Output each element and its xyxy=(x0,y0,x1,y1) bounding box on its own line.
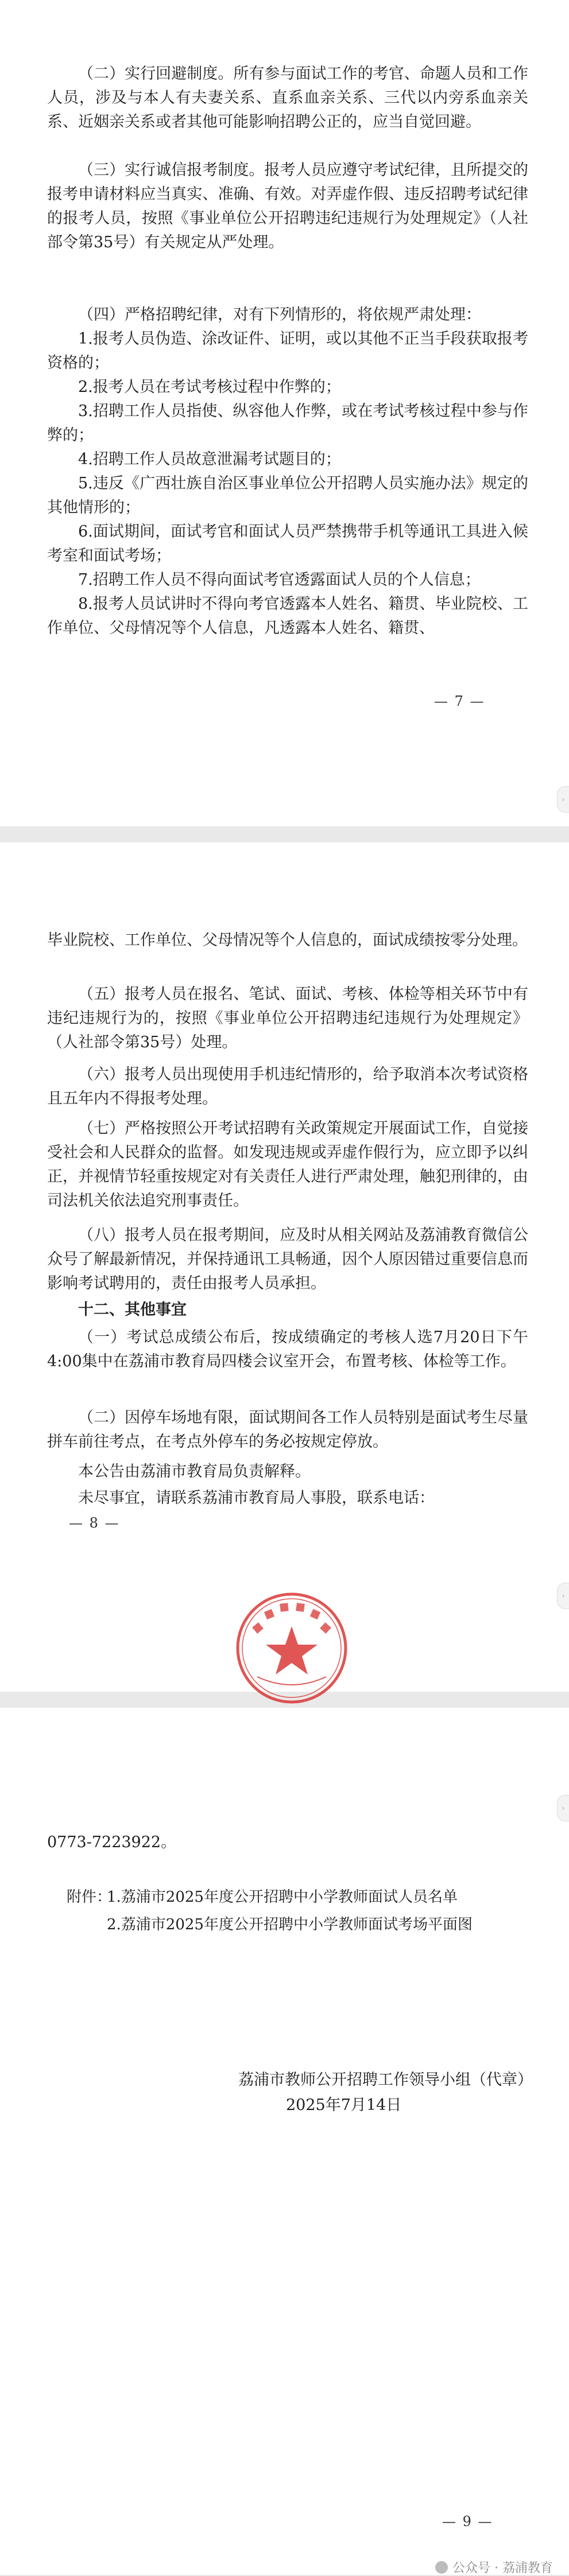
side-scroll-tab[interactable]: › xyxy=(557,786,569,813)
sign-date: 2025年7月14日 xyxy=(286,2096,402,2114)
watermark-text: 公众号 · 荔浦教育 xyxy=(452,2561,553,2575)
paragraph-supervision: （七）严格按照公开考试招聘有关政策规定开展面试工作，自觉接受社会和人民群众的监督。如发现违规或弄虚作假行为，应立即予以纠正，并视情节轻重按规定对有关责任人进行严肃处理，触犯刑律的，由司法机关依法追究刑事责任。 xyxy=(47,1120,528,1210)
paragraph-interpretation: 本公告由荔浦市教育局负责解释。 xyxy=(78,1463,311,1481)
attachment-label: 附件： xyxy=(67,1889,112,1906)
account-watermark xyxy=(435,2558,553,2576)
section-heading-other: 十二、其他事宜 xyxy=(78,1301,187,1319)
document-page-8 xyxy=(0,842,569,1692)
paragraph-discipline: （四）严格招聘纪律，对有下列情形的，将依规严肃处理： xyxy=(78,306,481,324)
paragraph-phone-violation: （六）报考人员出现使用手机违纪情形的，给予取消本次考试资格且五年内不得报考处理。 xyxy=(47,1066,528,1108)
attachment-item-2: 2.荔浦市2025年度公开招聘中小学教师面试考场平面图 xyxy=(107,1916,473,1933)
page-number-8: — 8 — xyxy=(69,1515,120,1531)
document-page-7 xyxy=(0,0,569,826)
rule-item-4: 4.招聘工作人员故意泄漏考试题目的； xyxy=(78,450,341,468)
document-page-9 xyxy=(0,1708,569,2575)
rule-item-3: 3.招聘工作人员指使、纵容他人作弊，或在考试考核过程中参与作弊的； xyxy=(47,402,528,444)
rule-item-6: 6.面试期间，面试考官和面试人员严禁携带手机等通讯工具进入候考室和面试考场； xyxy=(47,523,528,565)
page-number-7: — 7 — xyxy=(434,693,485,709)
paragraph-contact: 未尽事宜，请联系荔浦市教育局人事股，联系电话： xyxy=(78,1489,435,1507)
rule-item-1: 1.报考人员伪造、涂改证件、证明，或以其他不正当手段获取报考资格的； xyxy=(47,330,528,372)
rule-item-8: 8.报考人员试讲时不得向考官透露本人姓名、籍贯、毕业院校、工作单位、父母情况等个人信息，凡透露本人姓名、籍贯、 xyxy=(47,595,528,637)
paragraph-notice: （八）报考人员在报考期间，应及时从相关网站及荔浦教育微信公众号了解最新情况，并保持通讯工具畅通，因个人原因错过重要信息而影响考试聘用的，责任由报考人员承担。 xyxy=(47,1226,528,1292)
official-seal xyxy=(234,1591,349,1705)
rule-item-7: 7.招聘工作人员不得向面试考官透露面试人员的个人信息； xyxy=(78,571,481,589)
side-scroll-tab[interactable]: › xyxy=(557,1583,569,1609)
rule-item-2: 2.报考人员在考试考核过程中作弊的； xyxy=(78,378,341,396)
paragraph-assessment: （一）考试总成绩公布后，按成绩确定的考核人选7月20日下午4:00集中在荔浦市教育局四楼会议室开会，布置考核、体检等工作。 xyxy=(47,1328,528,1370)
paragraph-recusal: （二）实行回避制度。所有参与面试工作的考官、命题人员和工作人员，涉及与本人有夫妻关系、直系血亲关系、三代以内旁系血亲关系、近姻亲关系或者其他可能影响招聘公正的，应当自觉回避。 xyxy=(47,65,528,131)
paragraph-integrity: （三）实行诚信报考制度。报考人员应遵守考试纪律，且所提交的报考申请材料应当真实、准确、有效。对弄虚作假、违反招聘考试纪律的报考人员，按照《事业单位公开招聘违纪违规行为处理规定》（人社部令第35号）有关规定从严处理。 xyxy=(47,161,528,251)
signer: 荔浦市教师公开招聘工作领导小组（代章） xyxy=(238,2071,533,2089)
wechat-icon xyxy=(435,2561,448,2574)
paragraph-parking: （二）因停车场地有限，面试期间各工作人员特别是面试考生尽量拼车前往考点，在考点外停车的务必按规定停放。 xyxy=(47,1409,528,1451)
paragraph-continuation: 毕业院校、工作单位、父母情况等个人信息的，面试成绩按零分处理。 xyxy=(47,931,528,949)
page-number-9: — 9 — xyxy=(442,2513,493,2530)
rule-item-5: 5.违反《广西壮族自治区事业单位公开招聘人员实施办法》规定的其他情形的； xyxy=(47,475,528,516)
attachment-item-1: 1.荔浦市2025年度公开招聘中小学教师面试人员名单 xyxy=(107,1889,458,1906)
paragraph-violation: （五）报考人员在报名、笔试、面试、考核、体检等相关环节中有违纪违规行为的，按照《事业单位公开招聘违纪违规行为处理规定》（人社部令第35号）处理。 xyxy=(47,985,528,1051)
contact-phone: 0773-7223922。 xyxy=(47,1833,177,1851)
side-scroll-tab[interactable]: › xyxy=(557,1795,569,1821)
